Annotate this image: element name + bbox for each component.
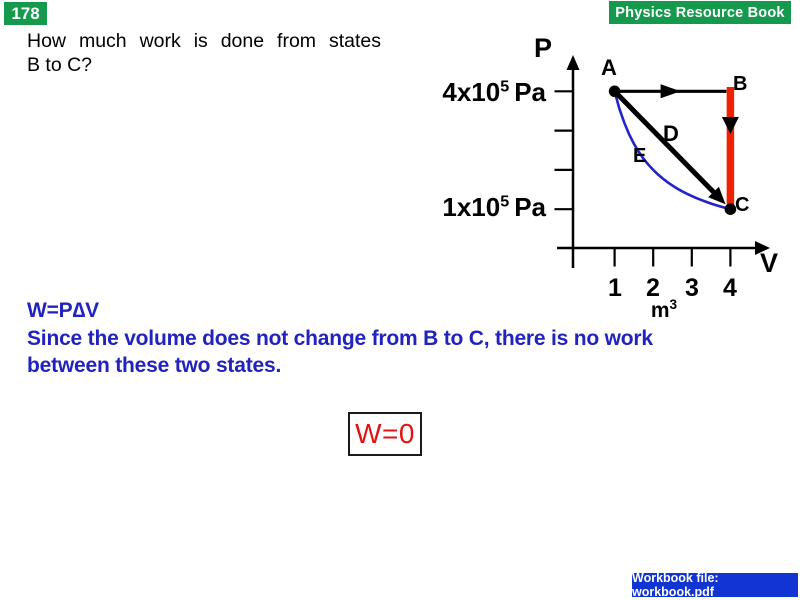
y-label-mantissa: 4x10 [442, 77, 501, 107]
x-unit-base: m [650, 299, 670, 322]
x-tick-label: 3 [685, 274, 699, 302]
result-box [348, 412, 422, 456]
y-axis-title: P [534, 33, 553, 63]
x-tick-label: 4 [723, 274, 737, 302]
slide-number-badge: 178 [4, 2, 47, 25]
y-label-mantissa: 1x10 [442, 192, 501, 222]
state-label-a: A [601, 55, 617, 80]
state-point-A [609, 86, 621, 98]
state-label-e: E [633, 145, 647, 167]
answer-formula: W=P∆V [27, 299, 99, 322]
workbook-file-link[interactable]: Workbook file: workbook.pdf [632, 573, 798, 597]
x-tick-label: 2 [646, 274, 660, 302]
y-label-unit: Pa [514, 77, 546, 107]
resource-book-badge: Physics Resource Book [609, 1, 791, 24]
y-label-exponent: 5 [500, 192, 510, 211]
question-line-1: How much work is done from states [27, 30, 381, 52]
state-label-d: D [663, 121, 679, 146]
result-text: W=0 [355, 418, 415, 449]
p-axis-arrowhead-icon [567, 55, 580, 70]
state-label-b: B [733, 73, 748, 95]
x-axis-title: V [760, 248, 779, 278]
answer-block [27, 297, 747, 380]
y-label-unit: Pa [514, 192, 546, 222]
x-unit-exponent: 3 [669, 297, 678, 312]
state-label-c: C [735, 194, 750, 216]
answer-explanation-line-2: between these two states. [27, 354, 282, 377]
question-text [27, 29, 381, 77]
process-B-C-arrowhead-icon [722, 117, 739, 134]
process-A-B-arrowhead-icon [661, 84, 681, 98]
y-label-exponent: 5 [500, 77, 510, 96]
process-B-C-red-line [727, 87, 735, 207]
y-axis-label-1e5 [418, 192, 546, 223]
x-tick-label: 1 [608, 274, 622, 302]
answer-explanation-line-1: Since the volume does not change from B to C, there is no work [27, 326, 653, 350]
question-line-2: B to C? [27, 54, 93, 76]
y-axis-label-4e5 [418, 77, 546, 108]
